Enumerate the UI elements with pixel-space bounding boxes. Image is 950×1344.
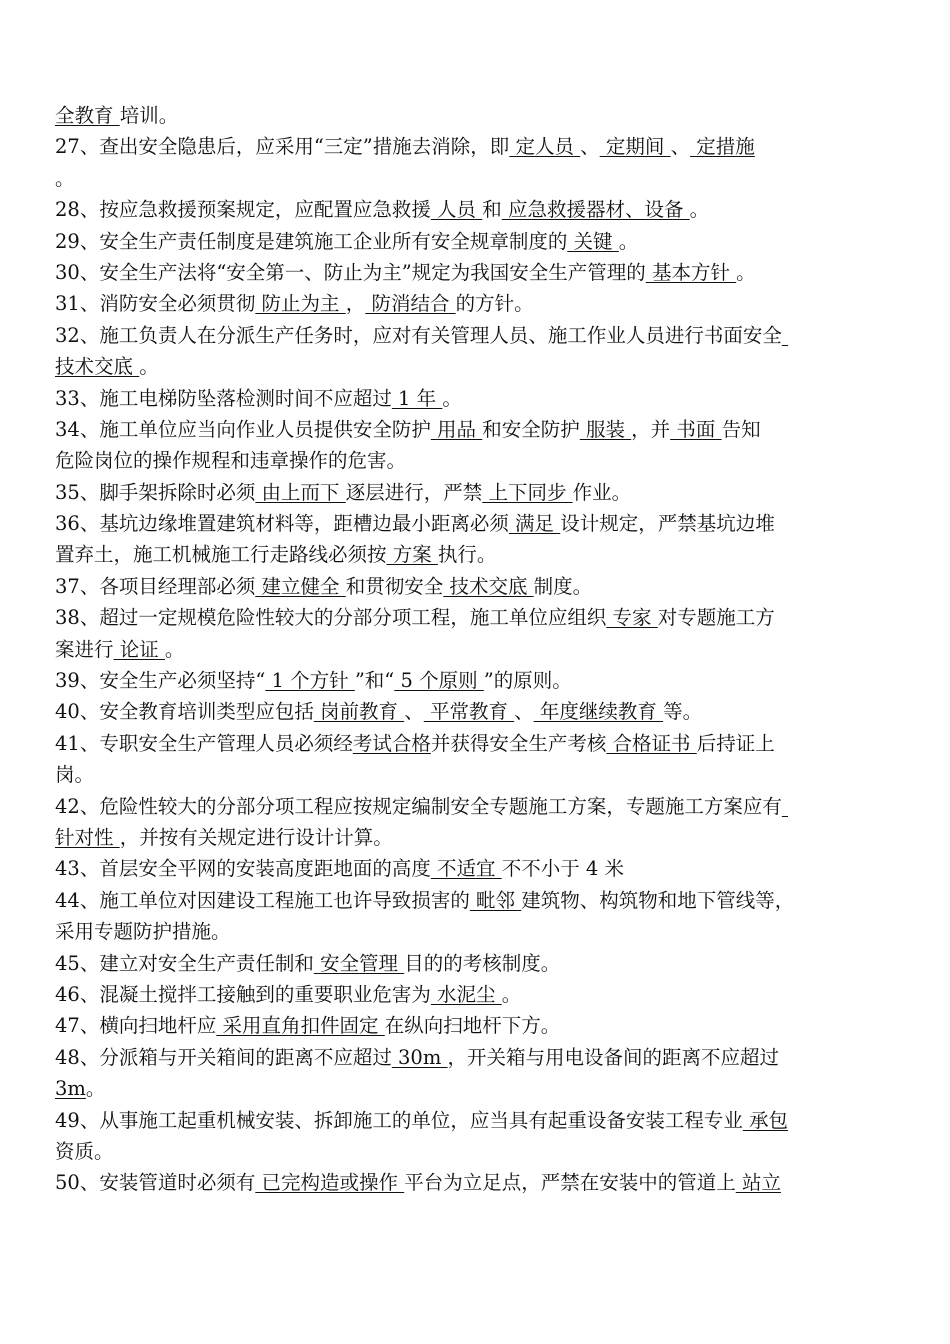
text-line [55,1042,895,1073]
answer-blank: 30m [391,1045,448,1069]
question-text: 告知 [721,417,761,441]
question-text: 等。 [663,700,703,724]
answer-blank: 毗邻 [469,888,522,912]
text-line [55,477,895,508]
question-text: 目的的考核制度。 [404,951,561,975]
text-line [55,1073,895,1104]
question-text: ，开关箱与用电设备间的距离不应超过 [447,1045,780,1069]
answer-blank: 5 个原则 [394,669,484,693]
question-text: 30、安全生产法将“安全第一、防止为主”规定为我国安全生产管理的 [55,260,646,284]
answer-blank: 满足 [508,512,561,536]
answer-blank: 年度继续教育 [533,700,664,724]
question-text: 和 [482,198,502,222]
question-text: 作业。 [572,480,632,504]
answer-blank: 基本方针 [645,260,737,284]
question-text: 34、施工单位应当向作业人员提供安全防护 [55,417,431,441]
answer-blank [782,795,788,818]
text-line [55,226,895,257]
question-text: 27、查出安全隐患后，应采用“三定”措施去消除，即 [55,135,510,159]
question-text: 设计规定，严禁基坑边堆 [560,512,775,536]
text-line [55,853,895,884]
text-line [55,1167,895,1198]
answer-blank: 1 个方针 [265,669,355,693]
question-text: 岗。 [55,763,95,787]
question-text: 不不小于 4 米 [501,857,625,881]
question-text: 35、脚手架拆除时必须 [55,480,256,504]
question-text: 并获得安全生产考核 [430,731,607,755]
question-text: 、 [404,700,424,724]
question-text: 。 [139,355,159,379]
question-text: 采用专题防护措施。 [55,920,231,944]
question-text: 。 [689,198,710,222]
question-text: 后持证上 [696,731,775,755]
text-line [55,728,895,759]
text-line [55,320,895,351]
answer-blank: 定措施 [690,135,755,159]
question-text: 42、危险性较大的分部分项工程应按规定编制安全专题施工方案，专题施工方案应有 [55,794,782,818]
question-text: 对专题施工方 [657,606,775,630]
text-line [55,383,895,414]
answer-blank: 由上而下 [255,480,346,504]
answer-blank: 专家 [606,606,658,630]
text-line [55,539,895,570]
question-text: 置弃土，施工机械施工行走路线必须按 [55,543,387,567]
question-text: 执行。 [437,543,497,567]
answer-blank: 平常教育 [423,700,515,724]
question-text: 。 [442,386,462,410]
question-text: 。 [55,166,75,190]
answer-blank: 服装 [579,417,632,441]
answer-blank: 关键 [567,229,619,253]
question-text: 49、从事施工起重机械安装、拆卸施工的单位，应当具有起重设备安装工程专业 [55,1108,743,1132]
text-line [55,948,895,979]
answer-blank: 用品 [430,417,483,441]
answer-blank: 防消结合 [365,292,456,316]
answer-blank: 考试合格 [352,731,431,755]
question-text: 。 [85,1077,106,1101]
text-line [55,288,895,319]
question-text: 资质。 [55,1139,114,1163]
question-text: 47、横向扫地杆应 [55,1014,217,1038]
question-text: 危险岗位的操作规程和违章操作的危害。 [55,449,407,473]
question-text: ”的原则。 [483,669,572,693]
question-text: 43、首层安全平网的安装高度距地面的高度 [55,857,431,881]
question-text: 、 [670,135,691,159]
question-text: 。 [618,229,639,253]
answer-blank: 3m [55,1077,86,1101]
answer-blank: 站立 [735,1171,781,1195]
question-text: 的方针。 [455,292,534,316]
answer-blank: 不适宜 [430,857,502,881]
text-line [55,665,895,696]
question-text: 46、混凝土搅拌工接触到的重要职业危害为 [55,982,431,1006]
question-text: 31、消防安全必须贯彻 [55,292,256,316]
question-text: 36、基坑边缘堆置建筑材料等，距槽边最小距离必须 [55,512,509,536]
question-text: 平台为立足点，严禁在安装中的管道上 [404,1171,736,1195]
question-text: ， [345,292,366,316]
text-line [55,163,895,194]
text-line [55,351,895,382]
text-line [55,571,895,602]
question-text: 。 [501,982,522,1006]
question-text: 44、施工单位对因建设工程施工也许导致损害的 [55,888,470,912]
question-text: 37、各项目经理部必须 [55,574,256,598]
question-text: 制度。 [533,574,593,598]
question-text: ，并按有关规定进行设计计算。 [119,825,393,849]
text-line [55,885,895,916]
answer-blank: 水泥尘 [430,982,502,1006]
question-text: 、 [514,700,534,724]
answer-blank: 承包 [742,1108,789,1132]
answer-blank: 1 年 [391,386,443,410]
text-line [55,1105,895,1136]
question-text: 。 [736,260,756,284]
text-line [55,414,895,445]
question-text: ，并 [631,417,671,441]
answer-blank: 定人员 [509,135,581,159]
answer-blank: 论证 [113,637,165,661]
text-line [55,602,895,633]
question-text: 在纵向扫地杆下方。 [384,1014,561,1038]
text-line [55,194,895,225]
answer-blank: 全教育 [55,104,120,127]
text-line [55,759,895,790]
answer-blank: 防止为主 [255,292,346,316]
text-line [55,791,895,822]
question-text: 39、安全生产必须坚持“ [55,669,266,693]
document-page [55,100,895,1199]
question-text: 建筑物、构筑物和地下管线等， [521,888,795,912]
text-line [55,822,895,853]
question-text: 28、按应急救援预案规定，应配置应急救援 [55,198,431,222]
question-text: 40、安全教育培训类型应包括 [55,700,314,724]
question-text: 逐层进行，严禁 [345,480,483,504]
text-line [55,979,895,1010]
answer-blank: 针对性 [55,825,120,849]
question-text: 、 [580,135,600,159]
text-line [55,508,895,539]
question-text: ”和“ [354,669,395,693]
text-line [55,445,895,476]
answer-blank: 合格证书 [606,731,697,755]
answer-blank: 书面 [670,417,722,441]
question-text: 48、分派箱与开关箱间的距离不应超过 [55,1045,392,1069]
question-text: 41、专职安全生产管理人员必须经 [55,731,353,755]
answer-blank: 已完构造或操作 [255,1171,405,1195]
question-text: 案进行 [55,637,114,661]
question-text: 50、安装管道时必须有 [55,1171,256,1195]
text-line [55,1010,895,1041]
text-line [55,634,895,665]
answer-blank: 岗前教育 [313,700,405,724]
question-text: 和贯彻安全 [345,574,444,598]
answer-blank: 安全管理 [313,951,405,975]
answer-blank: 建立健全 [255,574,346,598]
answer-blank: 技术交底 [443,574,534,598]
question-text: 32、施工负责人在分派生产任务时，应对有关管理人员、施工作业人员进行书面安全 [55,323,782,347]
question-text: 和安全防护 [482,417,580,441]
answer-blank: 采用直角扣件固定 [216,1014,385,1038]
question-text: 29、安全生产责任制度是建筑施工企业所有安全规章制度的 [55,229,568,253]
answer-blank: 上下同步 [482,480,573,504]
answer-blank: 定期间 [599,135,671,159]
question-text: 38、超过一定规模危险性较大的分部分项工程，施工单位应组织 [55,606,607,630]
answer-blank [782,324,788,347]
answer-blank: 技术交底 [55,355,140,379]
text-line [55,100,895,131]
text-line [55,696,895,727]
answer-blank: 应急救援器材、设备 [501,198,690,222]
text-line [55,257,895,288]
question-text: 33、施工电梯防坠落检测时间不应超过 [55,386,392,410]
question-text: 。 [164,637,185,661]
text-line [55,1136,895,1167]
text-line [55,131,895,162]
question-text: 培训。 [119,104,179,127]
answer-blank: 方案 [386,543,438,567]
text-line [55,916,895,947]
answer-blank: 人员 [430,198,483,222]
question-text: 45、建立对安全生产责任制和 [55,951,314,975]
